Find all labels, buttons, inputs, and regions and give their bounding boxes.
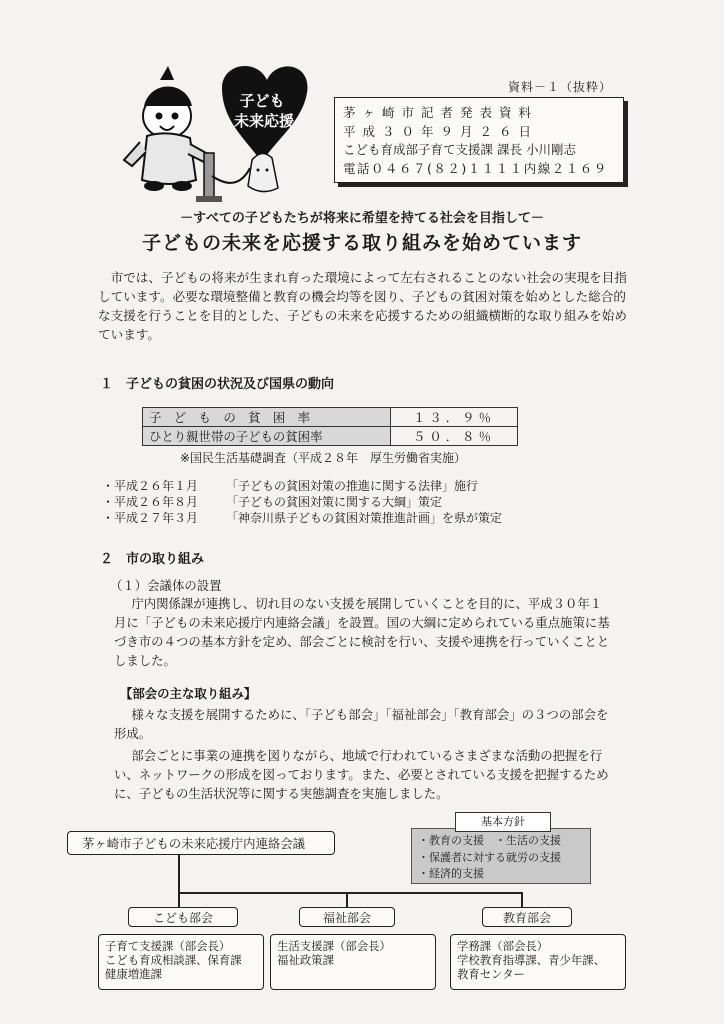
timeline-text: 「神奈川県子どもの貧困対策推進計画」を県が策定 [226,511,503,525]
dept-member: 福祉政策課 [277,953,334,967]
dept-member: こども育成相談課、保育課 [105,953,242,967]
page-subtitle: －すべての子どもたちが将来に希望を持てる社会を目指して－ [180,211,544,226]
mascot-illustration [112,58,312,208]
connector-line [346,892,348,908]
dept-member: 学校教育指導課、青少年課、 [457,953,606,967]
list-item [102,478,502,494]
connector-line [178,892,180,908]
dept-members-kyoiku [450,934,626,990]
stat-value: ５０．８％ [391,427,518,446]
stat-source-note: ※国民生活基礎調査（平成２８年 厚生労働省実施） [180,451,467,465]
stat-label: ひとり親世帯の子どもの貧困率 [143,427,391,446]
table-row [143,408,518,427]
timeline-text: 「子どもの貧困対策に関する大綱」策定 [226,495,443,509]
press-line-department: こども育成部子育て支援課 課長 小川剛志 [343,142,576,157]
mascot-heart-text-1: 子ども [239,92,285,110]
dept-member: 子育て支援課（部会長） [105,939,231,953]
subcommittee-paragraph-1: 様々な支援を展開するために、「子ども部会」「福祉部会」「教育部会」の３つの部会を形成。 [114,707,609,741]
council-paragraph: 庁内関係課が連携し、切れ目のない支援を展開していくことを目的に、平成３０年１月に「子どもの未来応援庁内連絡会議」を設置。国の大綱に定められている重点施策に基づき市の４つの基本方針を定め、部会ごとに検討を行い、支援や連携を行っていくこととしました。 [114,596,610,668]
timeline-text: 「子どもの貧困対策の推進に関する法律」施行 [226,479,479,493]
intro-paragraph: 市では、子どもの将来が生まれ育った環境によって左右されることのない社会の実現を目指しています。必要な環境整備と教育の機会均等を図り、子どもの貧困対策を始めとした総合的な支援を行うことを目的とした、子どもの未来を応援するための組織横断的な取り組みを始めています。 [98,270,627,342]
dept-title-kodomo: こども部会 [128,907,238,927]
basic-policy-item: ・保護者に対する就労の支援 [418,850,561,864]
press-release-box [334,97,624,183]
council-box: 茅ヶ崎市子どもの未来応援庁内連絡会議 [67,831,335,855]
basic-policy-box [411,828,591,884]
list-item [102,510,502,526]
subcommittee-heading: 【部会の主な取り組み】 [120,686,257,701]
policy-timeline [102,478,502,526]
connector-line [178,892,522,894]
section-2-heading: ２ 市の取り組み [100,552,205,567]
subsection-heading: （１）会議体の設置 [110,578,222,593]
dept-member: 学務課（部会長） [457,939,549,953]
press-line-city: 茅ヶ崎市記者発表資料 [343,105,539,120]
dept-title-fukushi: 福祉部会 [299,907,395,927]
dept-member: 健康増進課 [105,967,162,981]
basic-policy-item: ・経済的支援 [418,867,484,880]
subcommittee-paragraph-2: 部会ごとに事業の連携を図りながら、地域で行われているさまざまな活動の把握を行い、ネットワークの形成を図っております。また、必要とされている支援を把握するために、子どもの生活状況等に関する実態調査を実施しました。 [114,748,609,801]
timeline-date: ・平成２７年３月 [102,511,199,525]
dept-title-kyoiku: 教育部会 [482,907,572,927]
press-line-date: 平成３０年９月２６日 [343,123,539,139]
dept-members-kodomo [98,934,264,990]
press-line-phone: 電話０４６７(８２)１１１１内線２１６９ [343,160,608,176]
dept-member: 生活支援課（部会長） [277,939,391,953]
dept-member: 教育センター [457,967,525,981]
connector-line [178,855,180,893]
timeline-date: ・平成２６年８月 [102,495,199,509]
mascot-heart-text-2: 未来応援 [233,112,295,130]
timeline-date: ・平成２６年１月 [102,479,199,493]
document-reference: 資料－１（抜粋） [508,80,613,94]
list-item [102,494,502,510]
poverty-rate-table [142,407,518,446]
table-row [143,427,518,446]
stat-value: １３．９％ [391,408,518,427]
dept-members-fukushi [270,934,436,990]
section-1-heading: １ 子どもの貧困の状況及び国県の動向 [100,377,335,392]
basic-policy-item: ・教育の支援 ・生活の支援 [418,834,561,847]
basic-policy-label: 基本方針 [455,812,551,832]
stat-label: 子 ど も の 貧 困 率 [143,408,391,427]
connector-line [521,892,523,908]
page-title: 子どもの未来を応援する取り組みを始めています [141,232,582,254]
